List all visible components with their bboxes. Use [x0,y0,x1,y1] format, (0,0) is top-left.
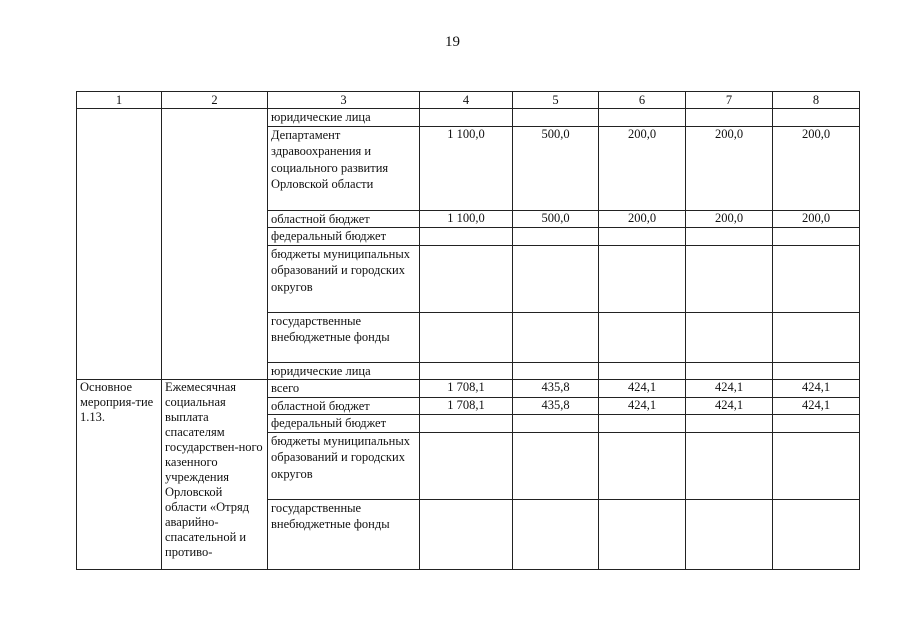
funding-source-cell: бюджеты муниципальных образований и городских округов [268,245,420,312]
value-cell: 200,0 [686,210,773,228]
value-cell: 435,8 [513,380,599,398]
value-cell [513,432,599,499]
value-cell [686,312,773,362]
value-cell [773,362,860,380]
value-cell [773,245,860,312]
value-cell [686,432,773,499]
value-cell [513,362,599,380]
value-cell [420,228,513,246]
value-cell: 1 100,0 [420,210,513,228]
value-cell [773,432,860,499]
value-cell [513,499,599,569]
value-cell [420,499,513,569]
value-cell [773,109,860,127]
value-cell [513,415,599,433]
funding-source-cell: федеральный бюджет [268,228,420,246]
header-cell: 8 [773,92,860,109]
value-cell: 1 100,0 [420,126,513,210]
value-cell [773,312,860,362]
funding-source-cell: всего [268,380,420,398]
funding-source-cell: государственные внебюджетные фонды [268,499,420,569]
measure-name-cell: Ежемесячная социальная выплата спасателям государствен-ного казенного учреждения Орловской области «Отряд аварийно-спасательной и противо- [162,380,268,570]
value-cell [773,499,860,569]
value-cell [599,312,686,362]
table-row [77,109,860,127]
funding-source-cell: бюджеты муниципальных образований и городских округов [268,432,420,499]
value-cell: 424,1 [686,380,773,398]
header-cell: 6 [599,92,686,109]
value-cell [513,312,599,362]
header-cell: 1 [77,92,162,109]
value-cell: 200,0 [686,126,773,210]
header-cell: 7 [686,92,773,109]
value-cell: 1 708,1 [420,380,513,398]
value-cell: 424,1 [599,380,686,398]
value-cell: 200,0 [599,210,686,228]
header-cell: 2 [162,92,268,109]
value-cell: 424,1 [773,380,860,398]
funding-source-cell: областной бюджет [268,210,420,228]
value-cell [513,228,599,246]
value-cell [773,228,860,246]
value-cell: 500,0 [513,126,599,210]
funding-source-cell: областной бюджет [268,397,420,415]
funding-source-cell: государственные внебюджетные фонды [268,312,420,362]
value-cell: 1 708,1 [420,397,513,415]
funding-source-cell: федеральный бюджет [268,415,420,433]
table-row [77,380,860,398]
value-cell [513,245,599,312]
value-cell [686,228,773,246]
header-row [77,92,860,109]
value-cell [420,432,513,499]
value-cell: 200,0 [773,126,860,210]
value-cell [599,245,686,312]
budget-table [76,91,860,570]
value-cell [686,415,773,433]
value-cell: 200,0 [773,210,860,228]
value-cell [599,415,686,433]
value-cell [420,245,513,312]
value-cell [686,245,773,312]
value-cell [420,312,513,362]
value-cell [599,499,686,569]
value-cell [420,362,513,380]
value-cell: 500,0 [513,210,599,228]
value-cell: 424,1 [686,397,773,415]
page-number: 19 [445,34,460,50]
value-cell [686,499,773,569]
header-cell: 4 [420,92,513,109]
value-cell [686,362,773,380]
header-cell: 5 [513,92,599,109]
value-cell: 424,1 [599,397,686,415]
measure-code-cell: Основное мероприя-тие 1.13. [77,380,162,570]
value-cell: 435,8 [513,397,599,415]
value-cell [513,109,599,127]
value-cell [599,362,686,380]
value-cell [686,109,773,127]
funding-source-cell: Департамент здравоохранения и социального развития Орловской области [268,126,420,210]
empty-code-cell [77,109,162,380]
value-cell [420,415,513,433]
value-cell [773,415,860,433]
funding-source-cell: юридические лица [268,362,420,380]
funding-source-cell: юридические лица [268,109,420,127]
empty-name-cell [162,109,268,380]
value-cell [599,109,686,127]
value-cell [599,228,686,246]
value-cell: 424,1 [773,397,860,415]
value-cell [420,109,513,127]
header-cell: 3 [268,92,420,109]
value-cell: 200,0 [599,126,686,210]
value-cell [599,432,686,499]
